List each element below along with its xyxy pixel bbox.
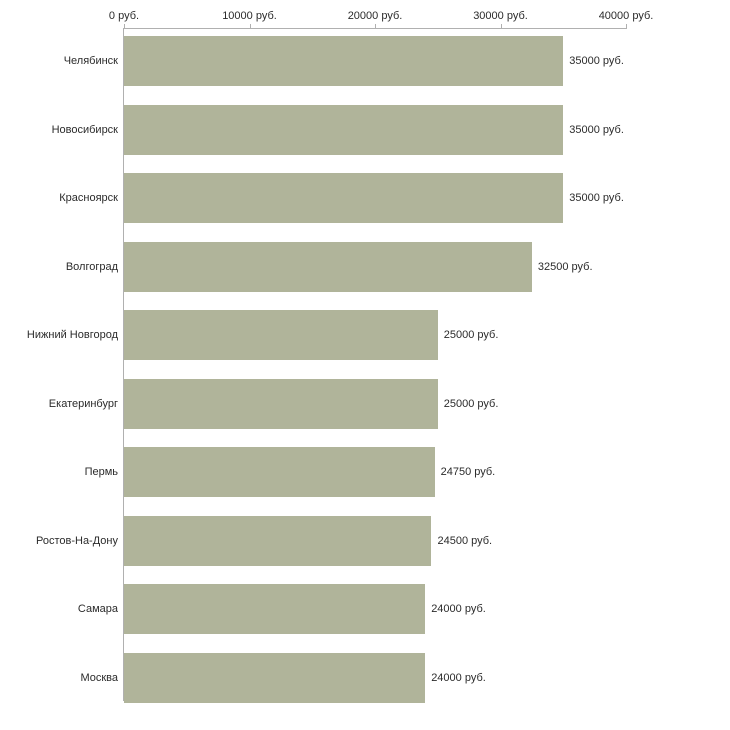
bar-value-label: 24000 руб. — [431, 671, 486, 684]
x-tick-mark — [626, 24, 627, 29]
x-tick-label: 0 руб. — [108, 10, 140, 22]
bar-value-label: 25000 руб. — [443, 397, 499, 410]
bar[interactable] — [124, 173, 563, 223]
bar[interactable] — [124, 653, 425, 703]
x-tick-label: 30000 руб. — [473, 10, 528, 22]
category-label: Новосибирск — [51, 123, 118, 136]
x-tick-mark — [124, 24, 125, 29]
category-label: Екатеринбург — [48, 397, 118, 410]
category-label: Пермь — [84, 466, 118, 479]
bar-value-label: 32500 руб. — [537, 260, 593, 273]
category-label: Ростов-На-Дону — [35, 534, 118, 547]
x-tick-label: 40000 руб. — [598, 10, 654, 22]
x-tick-mark — [501, 24, 502, 29]
bar[interactable] — [124, 105, 563, 155]
bar[interactable] — [124, 584, 425, 634]
bar-value-label: 25000 руб. — [443, 329, 499, 342]
bar-value-label: 24750 руб. — [440, 466, 496, 479]
bar[interactable] — [124, 310, 438, 360]
bar-value-label: 24500 руб. — [437, 534, 493, 547]
category-label: Москва — [80, 671, 118, 684]
bar-value-label: 35000 руб. — [569, 55, 624, 68]
x-tick-mark — [375, 24, 376, 29]
x-tick-label: 10000 руб. — [222, 10, 277, 22]
category-label: Челябинск — [63, 55, 118, 68]
category-label: Нижний Новгород — [26, 329, 118, 342]
bar-value-label: 35000 руб. — [569, 192, 624, 205]
bar[interactable] — [124, 36, 563, 86]
bar[interactable] — [124, 447, 435, 497]
category-label: Красноярск — [59, 192, 118, 205]
bar-value-label: 35000 руб. — [569, 123, 624, 136]
category-label: Волгоград — [65, 260, 118, 273]
bar[interactable] — [124, 379, 438, 429]
x-tick-label: 20000 руб. — [347, 10, 403, 22]
bar-value-label: 24000 руб. — [431, 603, 486, 616]
x-tick-mark — [250, 24, 251, 29]
category-label: Самара — [77, 603, 118, 616]
bar[interactable] — [124, 516, 431, 566]
bar[interactable] — [124, 242, 532, 292]
